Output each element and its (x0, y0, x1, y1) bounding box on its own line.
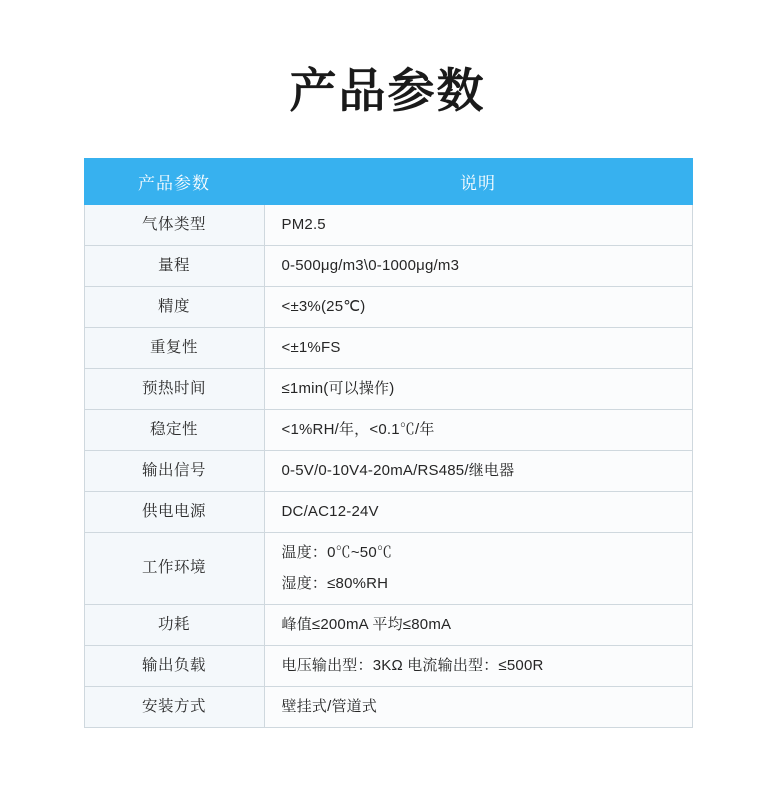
table-row (84, 450, 692, 491)
table-row (84, 491, 692, 532)
row-label: 输出信号 (84, 450, 264, 491)
table-row (84, 604, 692, 645)
row-value (264, 532, 692, 604)
row-label: 预热时间 (84, 368, 264, 409)
row-label: 重复性 (84, 327, 264, 368)
table-row (84, 409, 692, 450)
table-body (84, 204, 692, 727)
table-row (84, 532, 692, 604)
row-value: 峰值≤200mA 平均≤80mA (264, 604, 692, 645)
table-header (84, 158, 692, 204)
column-header-parameter: 产品参数 (84, 158, 264, 204)
row-value: 电压输出型：3KΩ 电流输出型：≤500R (264, 645, 692, 686)
row-label: 精度 (84, 286, 264, 327)
row-value: <1%RH/年，<0.1℃/年 (264, 409, 692, 450)
table-row (84, 686, 692, 727)
row-value: PM2.5 (264, 204, 692, 245)
row-value: <±3%(25℃) (264, 286, 692, 327)
table-row (84, 245, 692, 286)
row-value-lines (282, 541, 691, 596)
row-value: 0-500μg/m3\0-1000μg/m3 (264, 245, 692, 286)
row-value-line: 温度：0℃~50℃ (281, 544, 393, 561)
row-value: DC/AC12-24V (264, 491, 692, 532)
row-value: ≤1min(可以操作) (264, 368, 692, 409)
table-row (84, 204, 692, 245)
row-value: 0-5V/0-10V4-20mA/RS485/继电器 (264, 450, 692, 491)
row-label: 功耗 (84, 604, 264, 645)
row-value-line: 湿度：≤80%RH (281, 575, 389, 593)
row-value: 壁挂式/管道式 (264, 686, 692, 727)
table-row (84, 286, 692, 327)
spec-table-wrapper (84, 158, 692, 728)
row-label: 安装方式 (84, 686, 264, 727)
row-value: <±1%FS (264, 327, 692, 368)
column-header-description: 说明 (264, 158, 692, 204)
row-label: 工作环境 (84, 532, 264, 604)
row-label: 输出负载 (84, 645, 264, 686)
table-row (84, 645, 692, 686)
row-label: 量程 (84, 245, 264, 286)
page-title: 产品参数 (289, 64, 486, 117)
table-header-row (84, 158, 692, 204)
row-label: 稳定性 (84, 409, 264, 450)
table-row (84, 368, 692, 409)
product-parameters-table (84, 158, 693, 728)
row-label: 气体类型 (84, 204, 264, 245)
table-row (84, 327, 692, 368)
row-label: 供电电源 (84, 491, 264, 532)
